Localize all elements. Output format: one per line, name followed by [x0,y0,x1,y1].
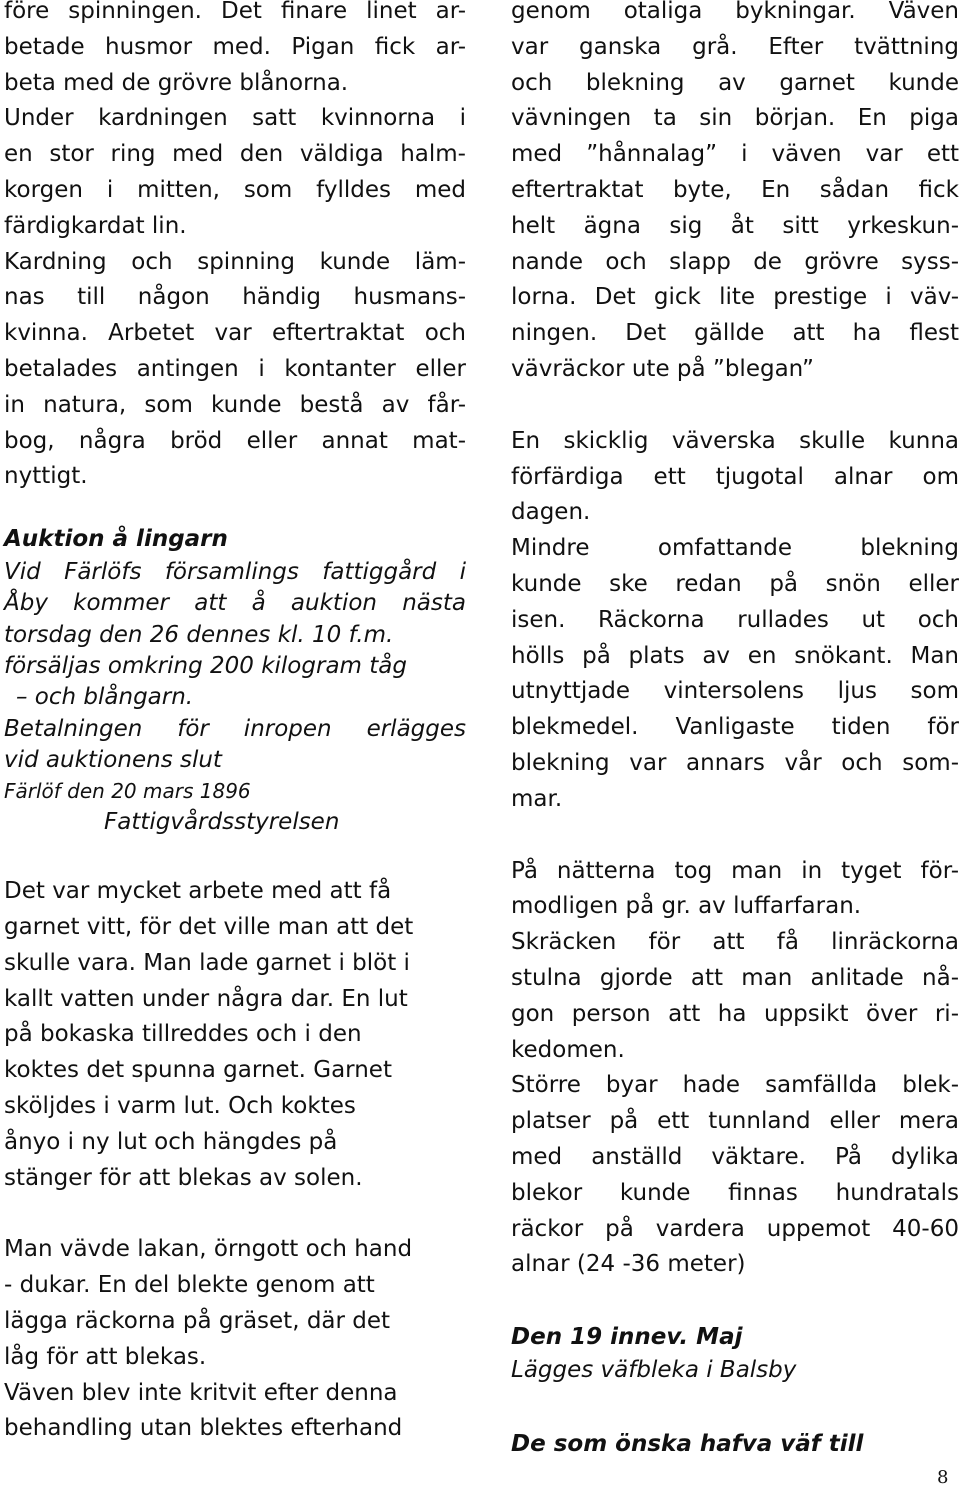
page-number: 8 [937,1467,949,1488]
text-line: vävräckor ute på ”blegan” [511,355,814,382]
text-line: räckor på vardera uppemot 40-60 [511,1215,959,1242]
text-line: Det var mycket arbete med att få [4,878,392,905]
notice-heading: Den 19 innev. Maj [511,1324,743,1351]
text-line: En skicklig väverska skulle kunna [511,427,959,454]
text-line: kallt vatten under några dar. En lut [4,985,408,1012]
text-line: beta med de grövre blånorna. [4,69,349,96]
text-line: betade husmor med. Pigan fick ar- [4,33,466,60]
text-line: med anställd väktare. På dylika [511,1143,959,1170]
text-line: kvinna. Arbetet var eftertraktat och [4,320,466,347]
text-line: Skräcken för att få linräckorna [511,929,959,956]
auction-line: Åby kommer att å auktion nästa [4,590,466,617]
text-line: mar. [511,785,563,812]
text-line: gon person att ha uppsikt över ri- [511,1000,959,1027]
left-column [4,0,466,1447]
notice-closing: De som önska hafva väf till [511,1431,864,1458]
auction-line: försäljas omkring 200 kilogram tåg [4,653,407,680]
auction-date: Färlöf den 20 mars 1896 [4,779,251,804]
text-line: behandling utan blektes efterhand [4,1415,403,1442]
text-line: färdigkardat lin. [4,212,187,239]
right-column [511,0,959,1462]
text-line: nas till någon händig husmans- [4,284,466,311]
text-line: en stor ring med den väldiga halm- [4,141,466,168]
text-line: och blekning av garnet kunde [511,69,959,96]
paragraph-flax-carding [4,0,466,495]
paragraph-weaving [4,1232,466,1447]
text-line: stulna gjorde att man anlitade nå- [511,964,959,991]
auction-line: vid auktionens slut [4,746,222,773]
text-line: ånyo i ny lut och hängdes på [4,1128,338,1155]
auction-line: – och blångarn. [16,684,194,711]
text-line: betalades antingen i kontanter eller [4,355,466,382]
text-line: nande och slapp de grövre syss- [511,248,959,275]
text-line: Väven blev inte kritvit efter denna [4,1379,398,1406]
auction-heading: Auktion å lingarn [4,526,228,553]
text-line: garnet vitt, för det ville man att det [4,914,414,941]
text-line: utnyttjade vintersolens ljus som [511,678,959,705]
text-line: blekmedel. Vanligaste tiden för [511,714,959,741]
text-line: blekning var annars vår och som- [511,749,959,776]
text-line: kedomen. [511,1036,625,1063]
text-line: vävningen ta sin början. En piga [511,105,959,132]
text-line: - dukar. En del blekte genom att [4,1272,375,1299]
text-line: hölls på plats av en snökant. Man [511,642,959,669]
text-line: dagen. [511,499,591,526]
text-line: Man vävde lakan, örngott och hand [4,1236,413,1263]
auction-notice [4,521,466,838]
auction-signature: Fattigvårdsstyrelsen [104,809,340,836]
text-line: platser på ett tunnland eller mera [511,1108,959,1135]
text-line: korgen i mitten, som fylldes med [4,176,466,203]
text-line: lägga räckorna på gräset, där det [4,1308,391,1334]
text-line: bog, några bröd eller annat mat- [4,427,466,454]
text-line: ningen. Det gällde att ha flest [511,320,959,347]
text-line: stänger för att blekas av solen. [4,1164,363,1191]
paragraph-weaving-start [511,0,959,388]
paragraph-weaver [511,424,959,818]
text-line: var ganska grå. Efter tvättning [511,33,959,60]
bleaching-notice [511,1319,959,1462]
text-line: kunde ske redan på snön eller [511,570,959,597]
text-line: med ”hånnalag” i väven var ett [511,141,959,168]
text-line: på bokaska tillreddes och i den [4,1021,362,1048]
paragraph-theft [511,854,959,1284]
text-line: helt ägna sig åt sitt yrkeskun- [511,212,959,239]
auction-line: Vid Färlöfs församlings fattiggård i [4,559,466,586]
text-line: förfärdiga ett tjugotal alnar om [511,463,959,490]
text-line: blekor kunde finnas hundratals [511,1179,959,1206]
text-line: modligen på gr. av luffarfaran. [511,893,862,920]
notice-line: Lägges väfbleka i Balsby [511,1357,797,1384]
text-line: eftertraktat byte, En sådan fick [511,176,959,203]
text-line: in natura, som kunde bestå av får- [4,391,466,418]
text-line: skulle vara. Man lade garnet i blöt i [4,949,410,976]
auction-line: torsdag den 26 dennes kl. 10 f.m. [4,621,394,648]
text-line: isen. Räckorna rullades ut och [511,606,959,633]
text-line: nyttigt. [4,463,88,490]
paragraph-bleaching-yarn [4,874,466,1196]
text-line: Kardning och spinning kunde läm- [4,248,466,275]
text-line: koktes det spunna garnet. Garnet [4,1057,392,1084]
auction-line: Betalningen för inropen erlägges [4,715,466,742]
text-line: Större byar hade samfällda blek- [511,1072,959,1099]
text-line: sköljdes i varm lut. Och koktes [4,1093,356,1120]
text-line: före spinningen. Det finare linet ar- [4,0,466,24]
text-line: Under kardningen satt kvinnorna i [4,105,466,132]
text-line: lorna. Det gick lite prestige i väv- [511,284,959,311]
text-line: genom otaliga bykningar. Väven [511,0,959,24]
text-line: På nätterna tog man in tyget för- [511,857,959,884]
text-line: låg för att blekas. [4,1343,207,1370]
text-line: Mindre omfattande blekning [511,535,959,562]
text-line: alnar (24 -36 meter) [511,1251,746,1278]
